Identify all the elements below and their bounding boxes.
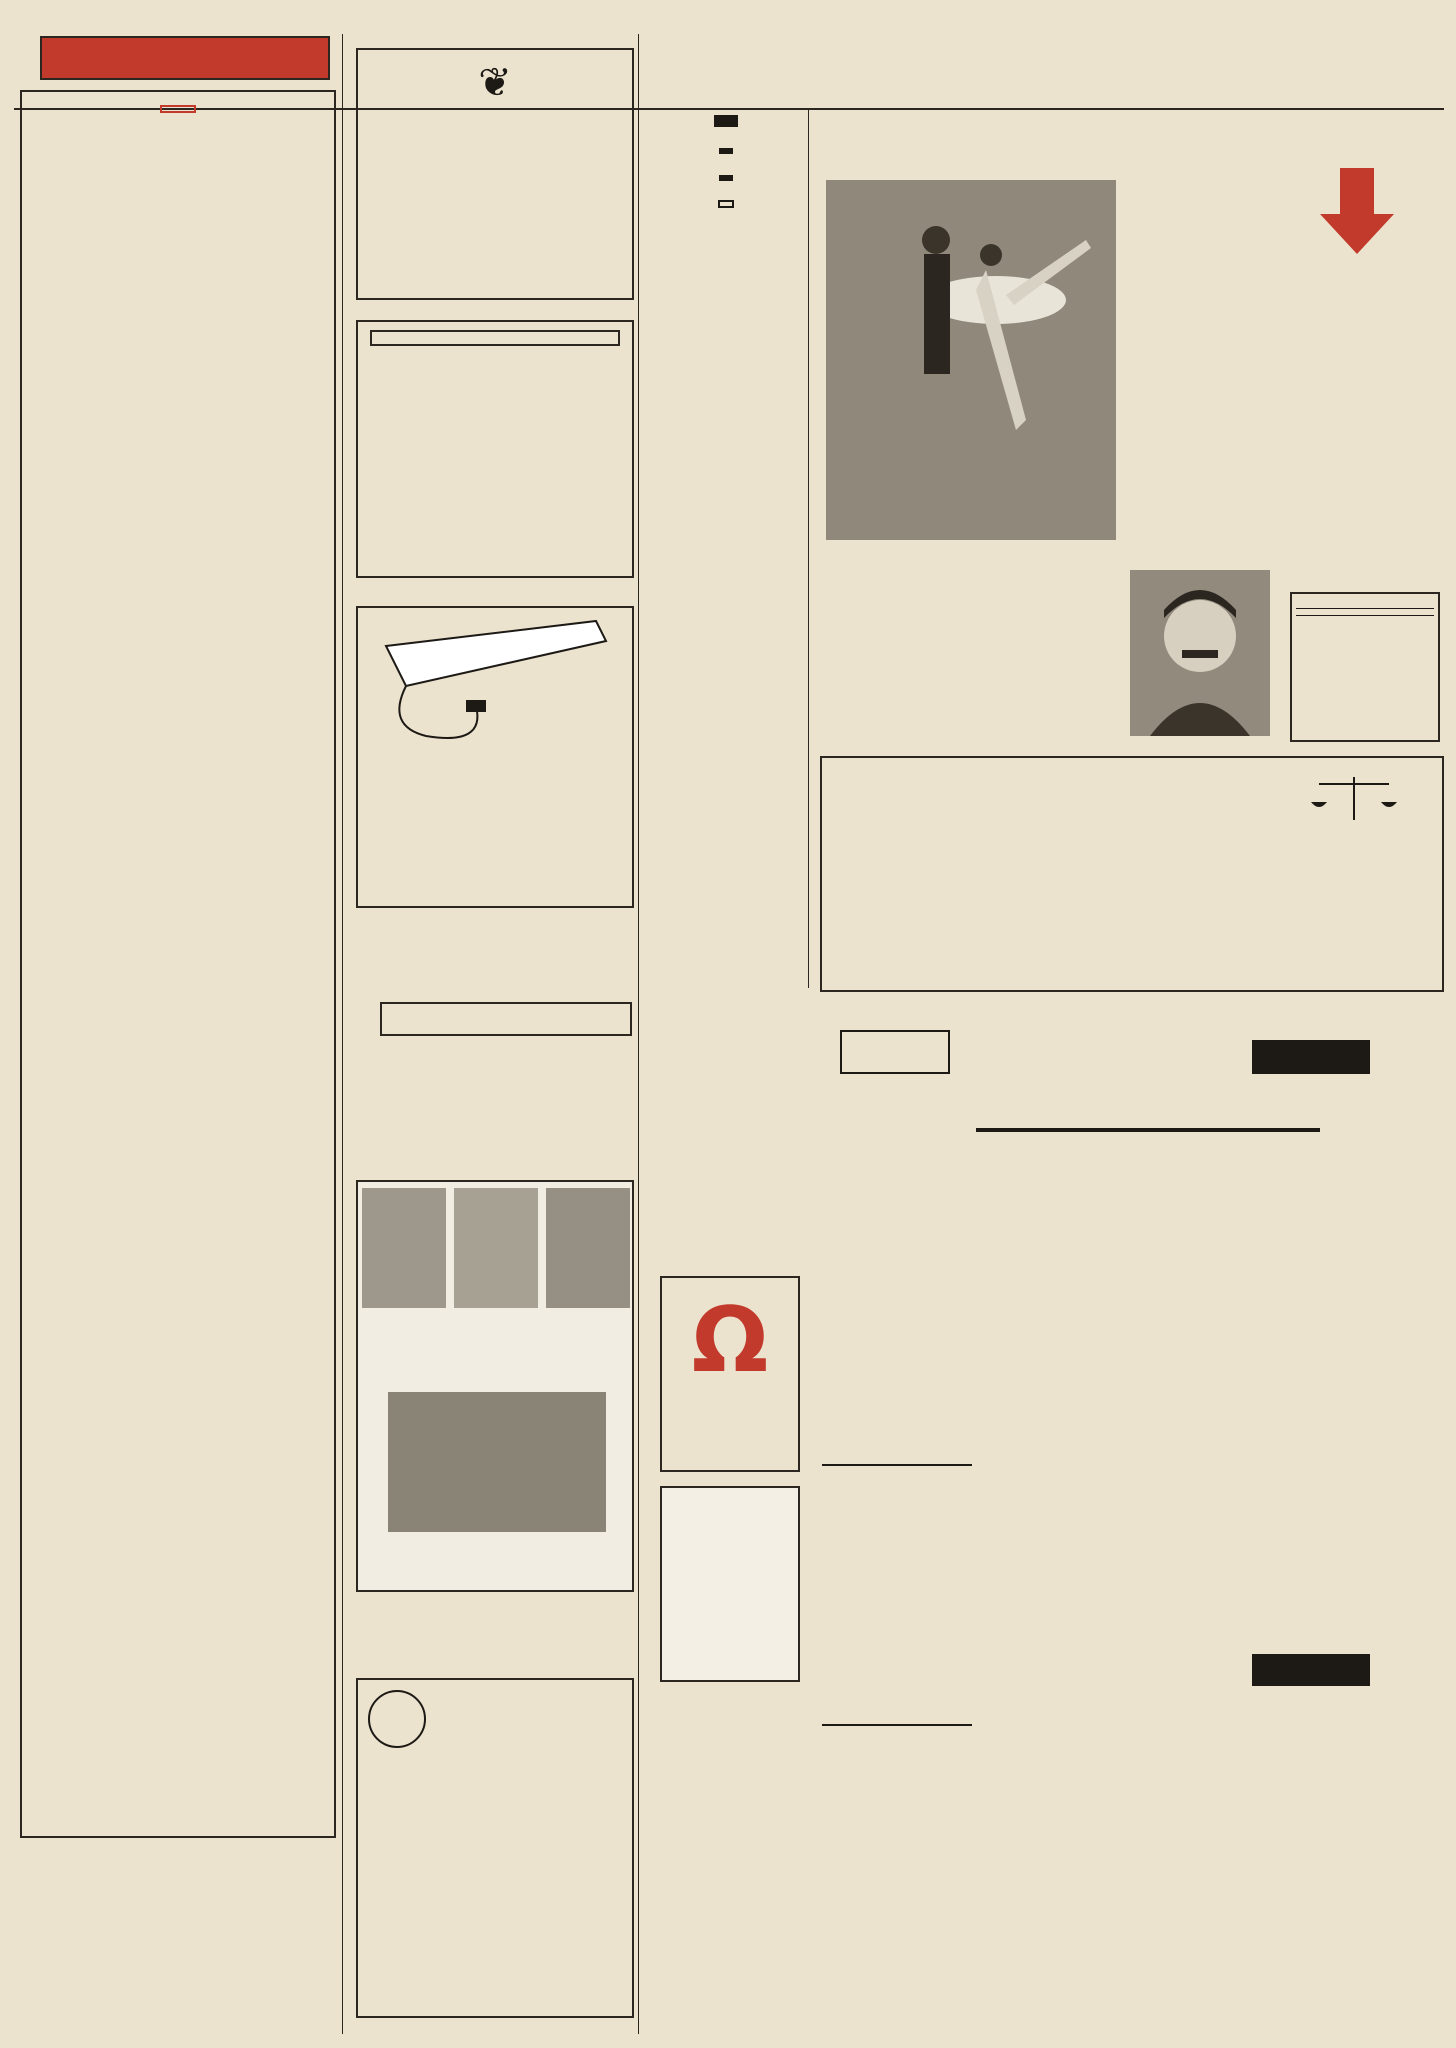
- cinema-program-title: [160, 105, 196, 113]
- ornament-icon: ❦: [478, 60, 512, 106]
- masthead: [1242, 38, 1442, 98]
- ballet-photo: [826, 180, 1116, 540]
- crossword-title: [840, 1030, 950, 1074]
- antenna-illustration: [366, 616, 624, 746]
- atlas-copco-ad: [356, 320, 634, 578]
- special-prev-grid: [822, 1724, 972, 1726]
- film-poster: [356, 1180, 634, 1592]
- badiei-article-b: [946, 560, 1066, 780]
- column-divider: [638, 34, 639, 2034]
- atlas-logo: [370, 330, 620, 346]
- radio-notice: [356, 48, 634, 300]
- column-divider: [342, 34, 343, 2034]
- american-tv-label: [718, 200, 734, 208]
- article-lead: [1120, 172, 1290, 408]
- article-title: [820, 112, 1444, 172]
- down-arrow-icon: [1320, 168, 1394, 254]
- special-badge: [1252, 1654, 1370, 1686]
- column-divider: [808, 108, 809, 988]
- magazine-ad: [24, 1890, 334, 2010]
- crossword-row-numbers: [1322, 1128, 1342, 1472]
- channel1-label: [719, 148, 733, 154]
- horoscope-header: [1274, 772, 1434, 826]
- cinema-banner: [40, 36, 330, 80]
- crossword-column-numbers: [976, 1106, 1320, 1126]
- silk-road-box: [1290, 592, 1440, 742]
- tv-section: [648, 112, 804, 216]
- scale-icon: [1309, 772, 1399, 822]
- horoscope: [820, 756, 1444, 992]
- crossword-grid: [976, 1128, 1320, 1132]
- tv-logo: [714, 115, 738, 127]
- english-classes-ad: [356, 1678, 634, 2018]
- capri-teaser: [350, 920, 634, 980]
- shec-logo: [368, 1690, 426, 1748]
- crossword-badge: [1252, 1040, 1370, 1074]
- channel2-label: [719, 175, 733, 181]
- kashi-sandi-ad: [660, 1276, 800, 1472]
- cinema-program: [20, 90, 336, 1838]
- actor-photo: [362, 1188, 446, 1308]
- article-column-2: [1120, 410, 1290, 530]
- shahr-ghashang-ad: [660, 1486, 800, 1682]
- crossword-notes: [990, 1478, 1444, 1628]
- article-body: [1298, 264, 1444, 554]
- future-program-title: [380, 1002, 632, 1036]
- badiei-portrait: [1130, 570, 1270, 736]
- actor-photo: [454, 1188, 538, 1308]
- omega-icon: Ω: [691, 1288, 769, 1393]
- actor-photo: [546, 1188, 630, 1308]
- raketa-antenna-ad: [356, 606, 634, 908]
- prev-solution-grid: [822, 1464, 972, 1466]
- badiei-article-a: [820, 560, 940, 780]
- poster-scene-image: [388, 1392, 606, 1532]
